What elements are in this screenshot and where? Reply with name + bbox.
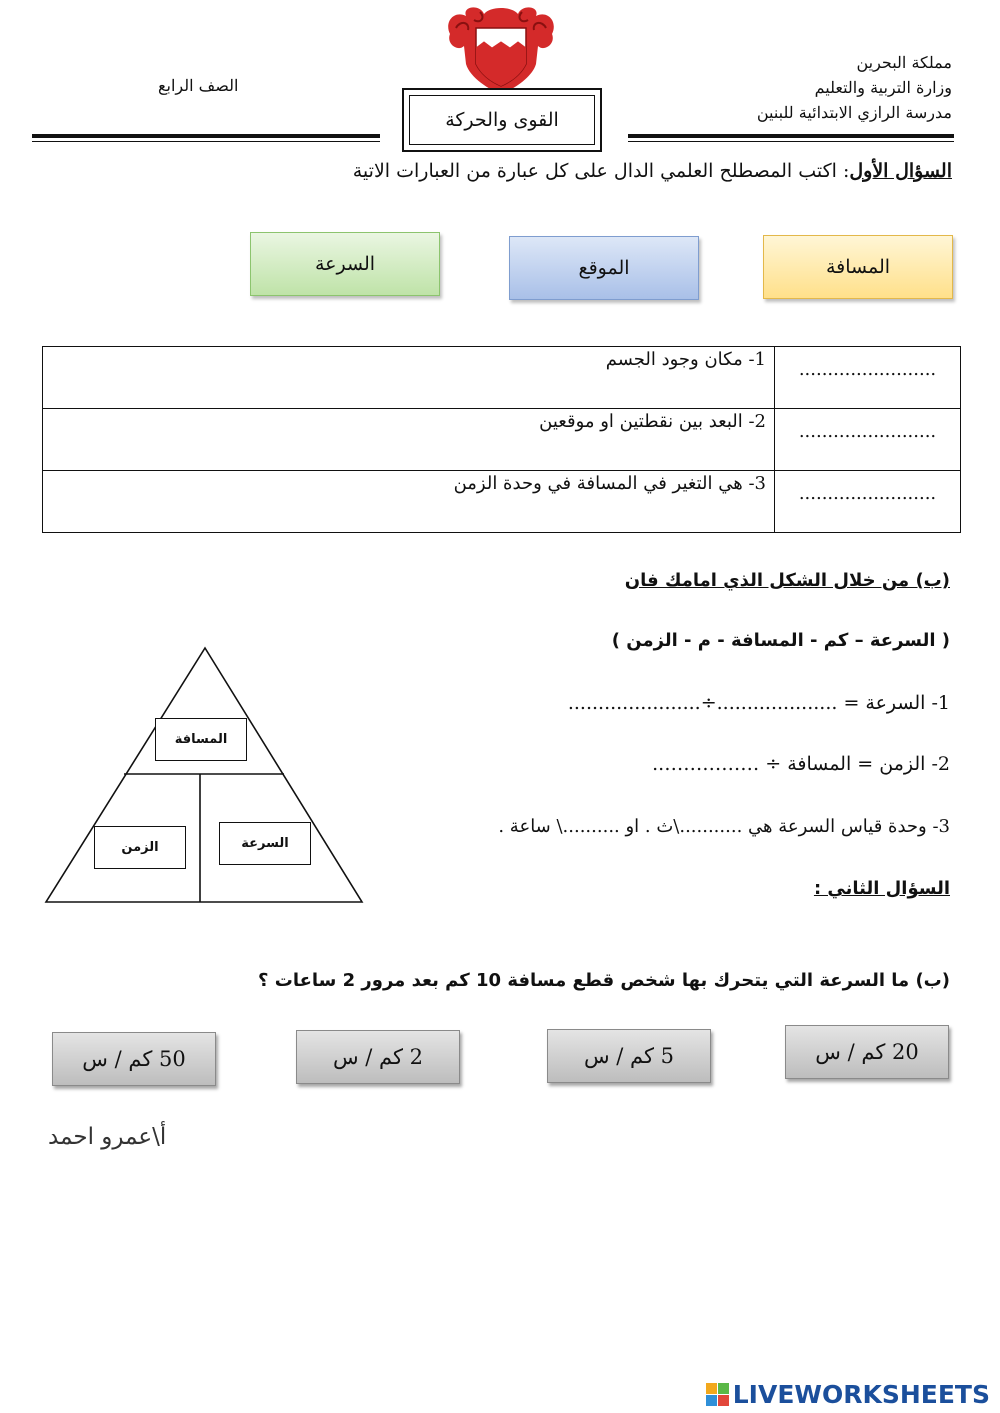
word-bank: ( السرعة – كم - المسافة - م - الزمن ) [611,630,950,651]
header-divider-left-thin [32,141,380,142]
answer-blank-2[interactable]: ........................ [775,409,961,471]
answer-option-2[interactable]: 2 كم / س [296,1030,460,1084]
term-position[interactable]: الموقع [509,236,699,300]
triangle-label-speed: السرعة [219,822,311,865]
table-row [43,471,961,533]
formula-line-2[interactable]: 2- الزمن = المسافة ÷ …………….. [652,753,950,775]
coat-of-arms-icon [440,4,562,96]
answer-option-20[interactable]: 20 كم / س [785,1025,949,1079]
question2-label: السؤال الثاني : [813,878,950,899]
formula-line-1[interactable]: 1- السرعة = ....................÷...................... [567,692,950,714]
worksheet-title: القوى والحركة [409,95,595,145]
answer-option-50[interactable]: 50 كم / س [52,1032,216,1086]
header-divider-right [628,134,954,138]
ministry-name: وزارة التربية والتعليم [814,78,952,97]
formula-line-3[interactable]: 3- وحدة قياس السرعة هي ...........\ث . او ..........\ ساعة . [498,816,950,837]
question1-label: السؤال الأول [849,160,952,182]
liveworksheets-brand: LIVEWORKSHEETS [732,1380,990,1409]
definition-1: 1- مكان وجود الجسم [43,347,775,409]
school-name: مدرسة الرازي الابتدائية للبنين [756,103,952,122]
triangle-label-time: الزمن [94,826,186,869]
question1-text: : اكتب المصطلح العلمي الدال على كل عبارة من العبارات الاتية [352,160,850,182]
question1-instruction [353,160,952,182]
answer-option-5[interactable]: 5 كم / س [547,1029,711,1083]
answer-blank-1[interactable]: ........................ [775,347,961,409]
grade-label: الصف الرابع [158,76,239,95]
author-name: أ\عمرو احمد [48,1124,167,1150]
definition-2: 2- البعد بين نقطتين او موقعين [43,409,775,471]
term-distance[interactable]: المسافة [763,235,953,299]
triangle-label-distance: المسافة [155,718,247,761]
liveworksheets-logo[interactable] [706,1380,990,1409]
question2-text: (ب) ما السرعة التي يتحرك بها شخص قطع مسافة 10 كم بعد مرور 2 ساعات ؟ [258,970,950,991]
title-box [402,88,602,152]
table-row [43,347,961,409]
header-divider-left [32,134,380,138]
table-row [43,409,961,471]
definitions-table [42,346,961,533]
definition-3: 3- هي التغير في المسافة في وحدة الزمن [43,471,775,533]
term-speed[interactable]: السرعة [250,232,440,296]
kingdom-name: مملكة البحرين [856,53,952,72]
speed-triangle-diagram [40,644,370,908]
answer-blank-3[interactable]: ........................ [775,471,961,533]
header-divider-right-thin [628,141,954,142]
partb-heading: (ب) من خلال الشكل الذي امامك فان [624,570,950,591]
liveworksheets-icon [706,1383,729,1406]
school-info [757,50,952,125]
